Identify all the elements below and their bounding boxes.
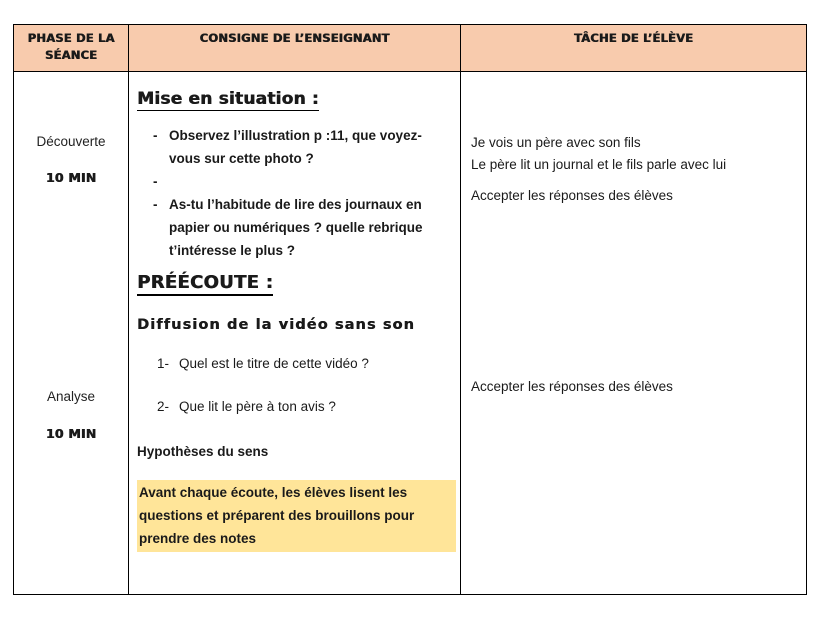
phase2-duration: 10 MIN xyxy=(45,426,97,441)
subtitle-diffusion-video: Diffusion de la vidéo sans son xyxy=(137,317,415,333)
hypotheses-label: Hypothèses du sens xyxy=(137,444,269,459)
header-phase-seance-label: PHASE DE LA SÉANCE xyxy=(27,31,115,62)
consigne-column-cell xyxy=(129,72,461,595)
lesson-plan-table xyxy=(13,24,807,595)
mise-en-situation-bullet-list xyxy=(137,124,454,262)
question-item xyxy=(137,356,454,372)
teacher-instruction: Accepter les réponses des élèves xyxy=(471,188,673,203)
header-tache-eleve-label: TÂCHE DE L’ÉLÈVE xyxy=(573,31,694,45)
bullet-dash: - xyxy=(153,174,158,189)
phase1-duration: 10 MIN xyxy=(45,170,97,185)
bullet-item xyxy=(137,193,454,262)
question-number: 2- xyxy=(157,399,170,414)
bullet-text xyxy=(169,170,453,193)
section-title-mise-en-situation: Mise en situation : xyxy=(137,89,319,109)
question-item xyxy=(137,399,454,415)
phase-column-cell xyxy=(14,72,129,595)
section-title-preecoute: PRÉÉCOUTE : xyxy=(137,272,273,296)
phase2-name: Analyse xyxy=(46,389,96,404)
header-tache-eleve xyxy=(461,25,807,72)
bullet-item xyxy=(137,124,454,170)
tache-column-cell xyxy=(461,72,807,595)
header-consigne-enseignant xyxy=(129,25,461,72)
student-answer: Le père lit un journal et le fils parle avec lui xyxy=(471,157,727,172)
highlighted-note: Avant chaque écoute, les élèves lisent les questions et préparent des brouillons pour prendre des notes xyxy=(137,480,456,552)
bullet-dash: - xyxy=(153,128,158,143)
header-consigne-enseignant-label: CONSIGNE DE L’ENSEIGNANT xyxy=(199,31,390,45)
teacher-instruction: Accepter les réponses des élèves xyxy=(471,379,673,394)
phase1-name: Découverte xyxy=(36,134,106,149)
bullet-text: Observez l’illustration p :11, que voyez-vous sur cette photo ? xyxy=(169,128,422,166)
student-answer: Je vois un père avec son fils xyxy=(471,135,641,150)
bullet-item xyxy=(137,170,454,193)
bullet-dash: - xyxy=(153,197,158,212)
question-text: Que lit le père à ton avis ? xyxy=(179,399,336,414)
header-phase-seance xyxy=(14,25,129,72)
question-number: 1- xyxy=(157,356,170,371)
bullet-text: As-tu l’habitude de lire des journaux en papier ou numériques ? quelle rebrique t’intéresse le plus ? xyxy=(169,197,423,258)
question-text: Quel est le titre de cette vidéo ? xyxy=(179,356,369,371)
